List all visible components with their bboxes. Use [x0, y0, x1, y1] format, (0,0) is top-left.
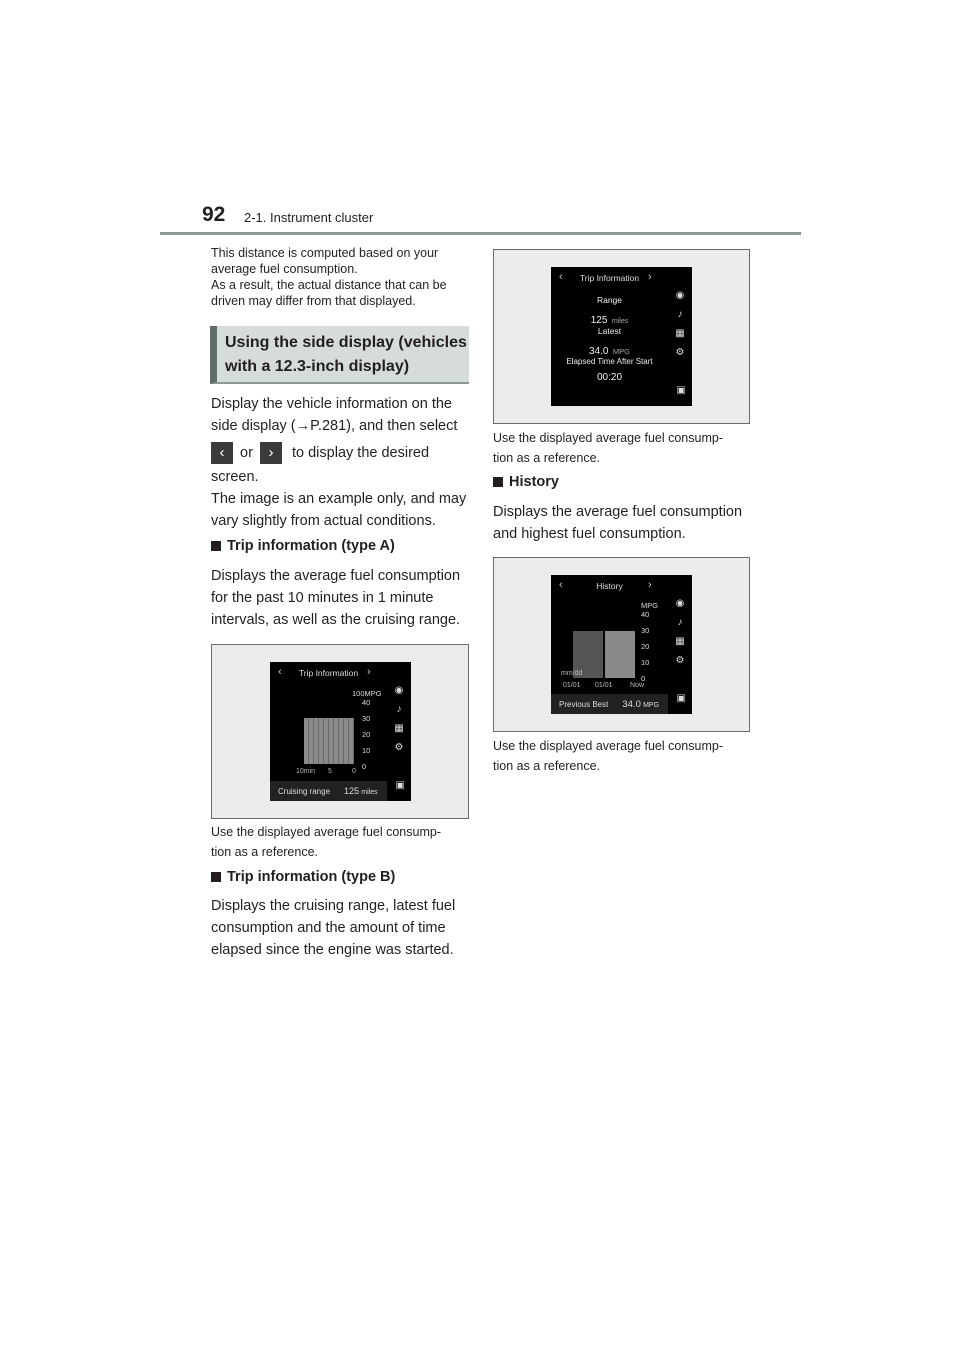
tick-label: 30 — [362, 714, 371, 723]
bullet-square-icon — [211, 541, 221, 551]
chevron-right-icon: › — [648, 271, 652, 283]
image-icon: ▦ — [675, 328, 685, 339]
instructions-line: Display the vehicle information on the — [211, 396, 452, 412]
trip-a-line: Displays the average fuel consumption — [211, 568, 461, 584]
chevron-left-icon: ‹ — [278, 666, 282, 678]
note-b — [493, 428, 723, 468]
x-label: 01/01 — [563, 682, 581, 689]
history-heading-text: History — [509, 474, 559, 490]
tick-label: 20 — [641, 642, 650, 651]
trip-a-line: for the past 10 minutes in 1 minute — [211, 590, 434, 606]
side-icon-column — [387, 684, 411, 754]
note-line: Use the displayed average fuel consump- — [211, 825, 441, 839]
instructions-paragraph — [211, 393, 476, 532]
tick-label: 10 — [362, 746, 371, 755]
note-c — [493, 736, 723, 776]
trip-b-paragraph — [211, 895, 476, 961]
tick-label: 40 — [362, 698, 371, 707]
callout-line: with a 12.3-inch display) — [225, 358, 410, 375]
footer-value: 125 — [344, 786, 360, 796]
x-label: Now — [630, 682, 645, 689]
header-rule — [160, 232, 801, 235]
instructions-line: to display the desired — [292, 445, 430, 461]
intro-line: This distance is computed based on your — [211, 246, 439, 260]
tick-label: 40 — [641, 610, 650, 619]
note-line: tion as a reference. — [493, 759, 601, 773]
intro-paragraph — [211, 245, 471, 309]
footer-label: Previous Best — [559, 699, 609, 709]
trip-b-line: consumption and the amount of time — [211, 920, 446, 936]
consumption-bars — [304, 718, 354, 764]
range-value: 125 — [590, 315, 608, 326]
side-display-screen — [551, 575, 692, 714]
screen-toggle-icon: ▣ — [676, 385, 686, 396]
intro-line: driven may differ from that displayed. — [211, 294, 416, 308]
nav-right-icon: › — [260, 442, 282, 464]
bullet-square-icon — [493, 477, 503, 487]
trip-a-paragraph — [211, 565, 476, 631]
instructions-line: vary slightly from actual conditions. — [211, 513, 436, 529]
music-icon: ♪ — [677, 617, 683, 628]
image-icon: ▦ — [394, 723, 404, 734]
trip-a-line: intervals, as well as the cruising range. — [211, 612, 461, 628]
screen-title: Trip Information — [579, 273, 640, 283]
section-title: 2-1. Instrument cluster — [244, 210, 374, 225]
footer-label: Cruising range — [278, 786, 331, 796]
music-icon: ♪ — [677, 309, 683, 320]
screen-title: History — [596, 581, 623, 591]
trip-b-line: elapsed since the engine was started. — [211, 942, 454, 958]
tick-label: 0 — [641, 674, 646, 683]
gauge-icon: ◉ — [675, 290, 685, 301]
screen-footer — [551, 694, 668, 714]
tick-label: 10 — [641, 658, 650, 667]
intro-line: average fuel consumption. — [211, 262, 358, 276]
gauge-icon: ◉ — [394, 685, 404, 696]
settings-icon: ⚙ — [394, 742, 404, 753]
screen-footer — [270, 781, 387, 801]
history-heading — [493, 474, 559, 490]
note-line: Use the displayed average fuel consump- — [493, 739, 723, 753]
side-display-screen — [551, 267, 692, 406]
unit-label: 100MPG — [352, 689, 382, 698]
gauge-icon: ◉ — [675, 598, 685, 609]
trip-b-line: Displays the cruising range, latest fuel — [211, 898, 456, 914]
trip-a-heading — [211, 538, 395, 554]
screen-title: Trip Information — [298, 668, 359, 678]
trip-a-heading-text: Trip information (type A) — [227, 538, 395, 554]
footer-unit: miles — [361, 789, 378, 796]
latest-value: 34.0 — [588, 346, 609, 357]
chevron-right-icon: › — [367, 666, 371, 678]
trip-b-heading — [211, 869, 395, 885]
side-icon-column — [668, 289, 692, 359]
x-label: 5 — [328, 768, 332, 775]
figure-trip-info-b — [493, 249, 750, 424]
nav-left-icon: ‹ — [211, 442, 233, 464]
intro-line: As a result, the actual distance that can be — [211, 278, 447, 292]
note-line: Use the displayed average fuel consump- — [493, 431, 723, 445]
page-number: 92 — [202, 203, 226, 226]
callout-line: Using the side display (vehicles — [225, 334, 467, 351]
x-label: 0 — [352, 768, 356, 775]
chevron-left-icon: ‹ — [559, 579, 563, 591]
history-line: and highest fuel consumption. — [493, 526, 686, 542]
footer-value-group — [344, 786, 378, 796]
screen-toggle-icon: ▣ — [676, 693, 686, 704]
side-icon-column — [668, 597, 692, 667]
instructions-nav-line — [211, 442, 476, 466]
range-unit: miles — [611, 318, 629, 325]
note-a — [211, 822, 441, 862]
x-label: 01/01 — [595, 682, 613, 689]
music-icon: ♪ — [396, 704, 402, 715]
figure-trip-info-a — [211, 644, 469, 819]
latest-unit: MPG — [612, 347, 630, 356]
instructions-line: The image is an example only, and may — [211, 491, 467, 507]
tick-label: 0 — [362, 762, 367, 771]
tick-label: 30 — [641, 626, 650, 635]
unit-label: MPG — [641, 601, 659, 610]
footer-value: 34.0 — [622, 698, 641, 710]
trip-b-heading-text: Trip information (type B) — [227, 869, 396, 885]
instructions-line: screen. — [211, 469, 259, 485]
figure-history — [493, 557, 750, 732]
footer-value-group — [622, 699, 659, 710]
range-label: Range — [596, 295, 623, 305]
date-format-label: mm/dd — [561, 670, 583, 677]
callout-title — [225, 331, 467, 379]
latest-label: Latest — [597, 326, 622, 336]
note-line: tion as a reference. — [493, 451, 601, 465]
settings-icon: ⚙ — [675, 347, 685, 358]
history-paragraph — [493, 501, 758, 545]
history-line: Displays the average fuel consumption — [493, 504, 743, 520]
note-line: tion as a reference. — [211, 845, 319, 859]
chevron-left-icon: ‹ — [559, 271, 563, 283]
bullet-square-icon — [211, 872, 221, 882]
side-display-screen — [270, 662, 411, 801]
footer-unit: MPG — [643, 701, 660, 709]
image-icon: ▦ — [675, 636, 685, 647]
x-label: 10min — [296, 768, 316, 775]
settings-icon: ⚙ — [675, 655, 685, 666]
or-text: or — [240, 445, 253, 461]
history-bar-now — [605, 631, 635, 678]
elapsed-label: Elapsed Time After Start — [566, 357, 653, 366]
chevron-right-icon: › — [648, 579, 652, 591]
tick-label: 20 — [362, 730, 371, 739]
elapsed-value: 00:20 — [596, 372, 623, 383]
section-callout — [210, 326, 469, 384]
instructions-line: side display (→P.281), and then select — [211, 418, 458, 434]
screen-toggle-icon: ▣ — [395, 780, 405, 791]
